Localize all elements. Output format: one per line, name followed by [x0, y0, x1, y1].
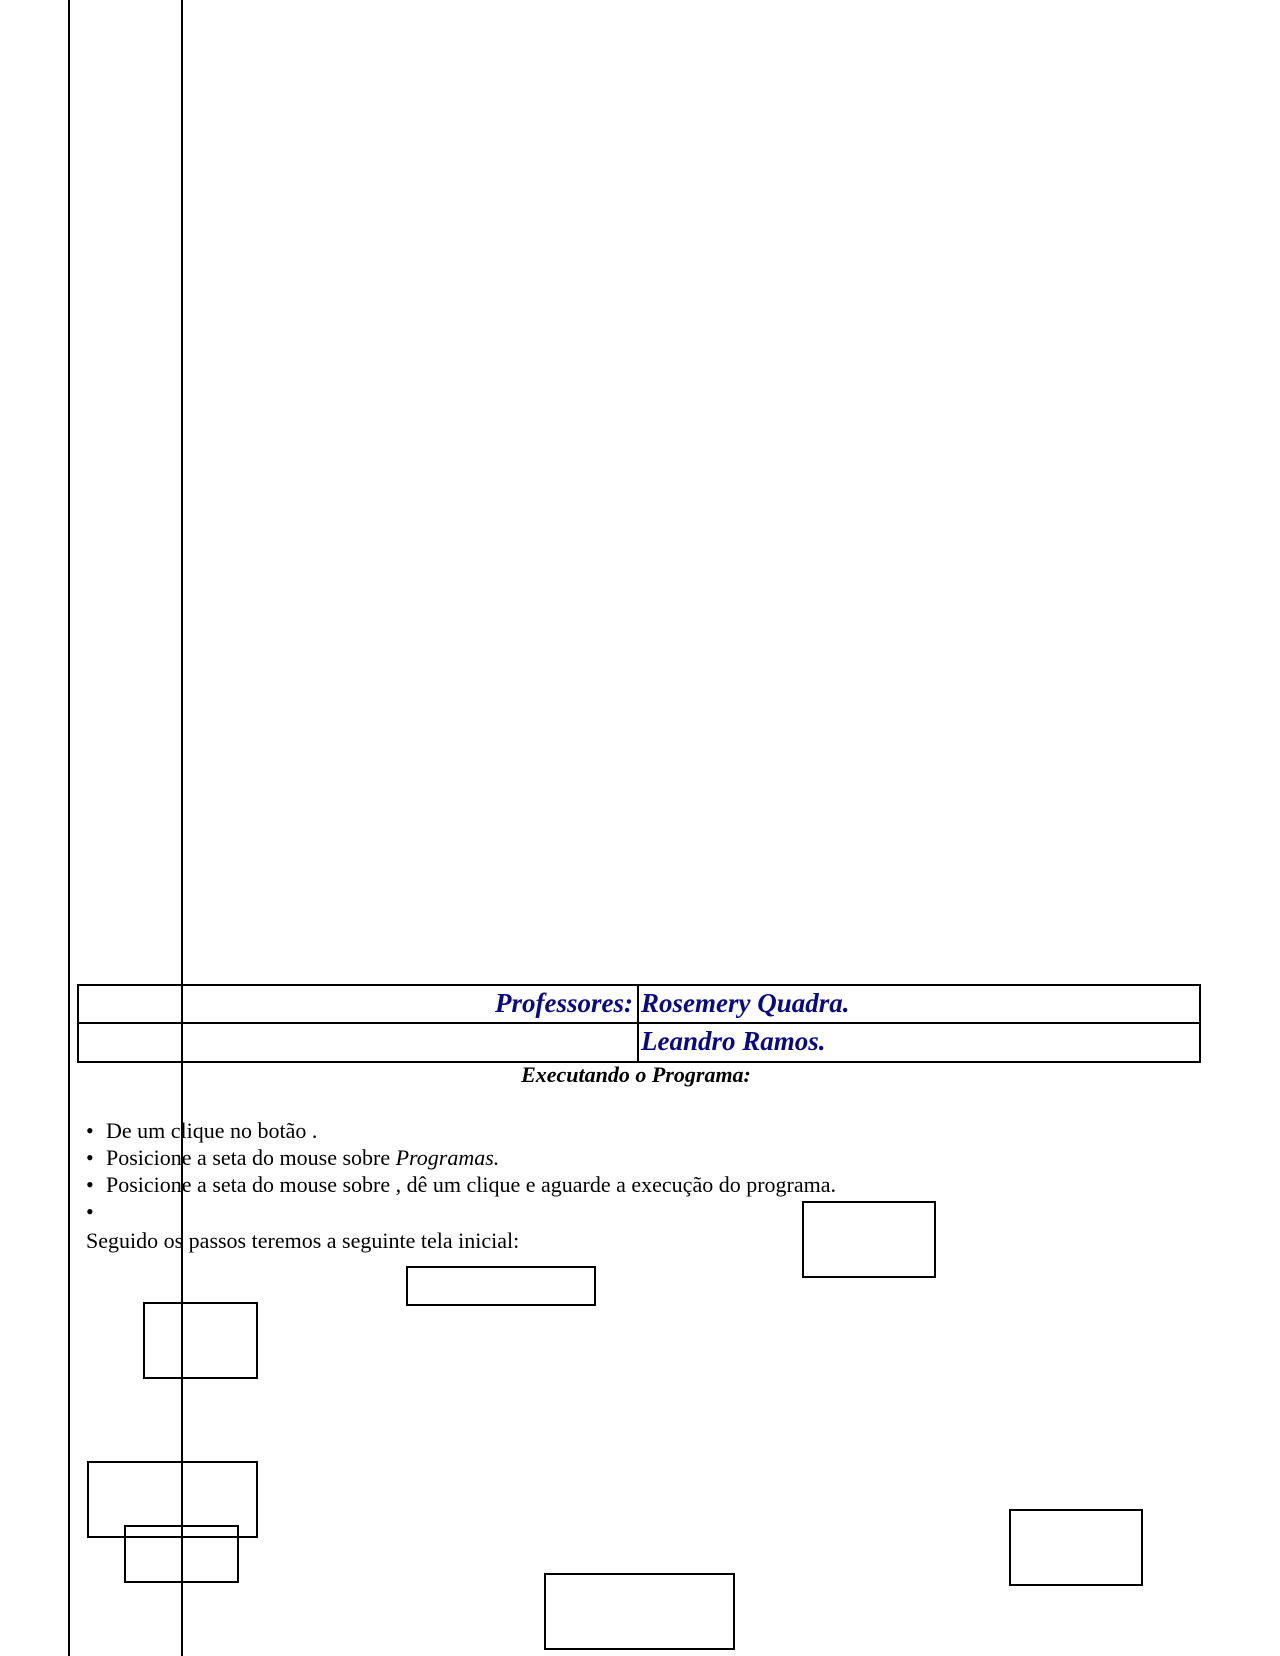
image-placeholder	[1009, 1509, 1143, 1586]
step-text: Posicione a seta do mouse sobre , dê um clique e aguarde a execução do programa.	[106, 1172, 837, 1197]
inner-margin-line	[181, 0, 183, 1656]
bullet-icon: •	[86, 1172, 94, 1197]
bullet-icon: •	[86, 1118, 94, 1143]
section-title: Executando o Programa:	[521, 1062, 751, 1087]
step-text: Posicione a seta do mouse sobre	[106, 1145, 396, 1170]
list-item	[86, 1171, 836, 1198]
bullet-icon: •	[86, 1145, 94, 1170]
bullet-icon: •	[86, 1199, 94, 1224]
list-item	[86, 1117, 836, 1144]
followup-text: Seguido os passos teremos a seguinte tela inicial:	[86, 1228, 520, 1253]
image-placeholder	[143, 1302, 258, 1379]
list-item	[86, 1144, 836, 1171]
professor-name: Rosemery Quadra.	[641, 988, 850, 1018]
list-item	[86, 1198, 836, 1225]
professors-row	[79, 986, 1199, 1024]
image-placeholder	[406, 1266, 596, 1306]
professors-label: Professores:	[495, 988, 633, 1018]
professor-name: Leandro Ramos.	[641, 1026, 826, 1056]
image-placeholder	[802, 1201, 936, 1278]
professors-table	[77, 984, 1201, 1063]
image-placeholder	[544, 1573, 735, 1650]
image-placeholder	[124, 1525, 239, 1583]
step-text: De um clique no botão .	[106, 1118, 318, 1143]
table-divider	[637, 986, 639, 1022]
steps-list	[86, 1117, 836, 1225]
left-margin-line	[68, 0, 70, 1656]
professors-row	[79, 1024, 1199, 1061]
table-divider	[637, 1024, 639, 1061]
step-emphasis: Programas.	[395, 1145, 500, 1170]
